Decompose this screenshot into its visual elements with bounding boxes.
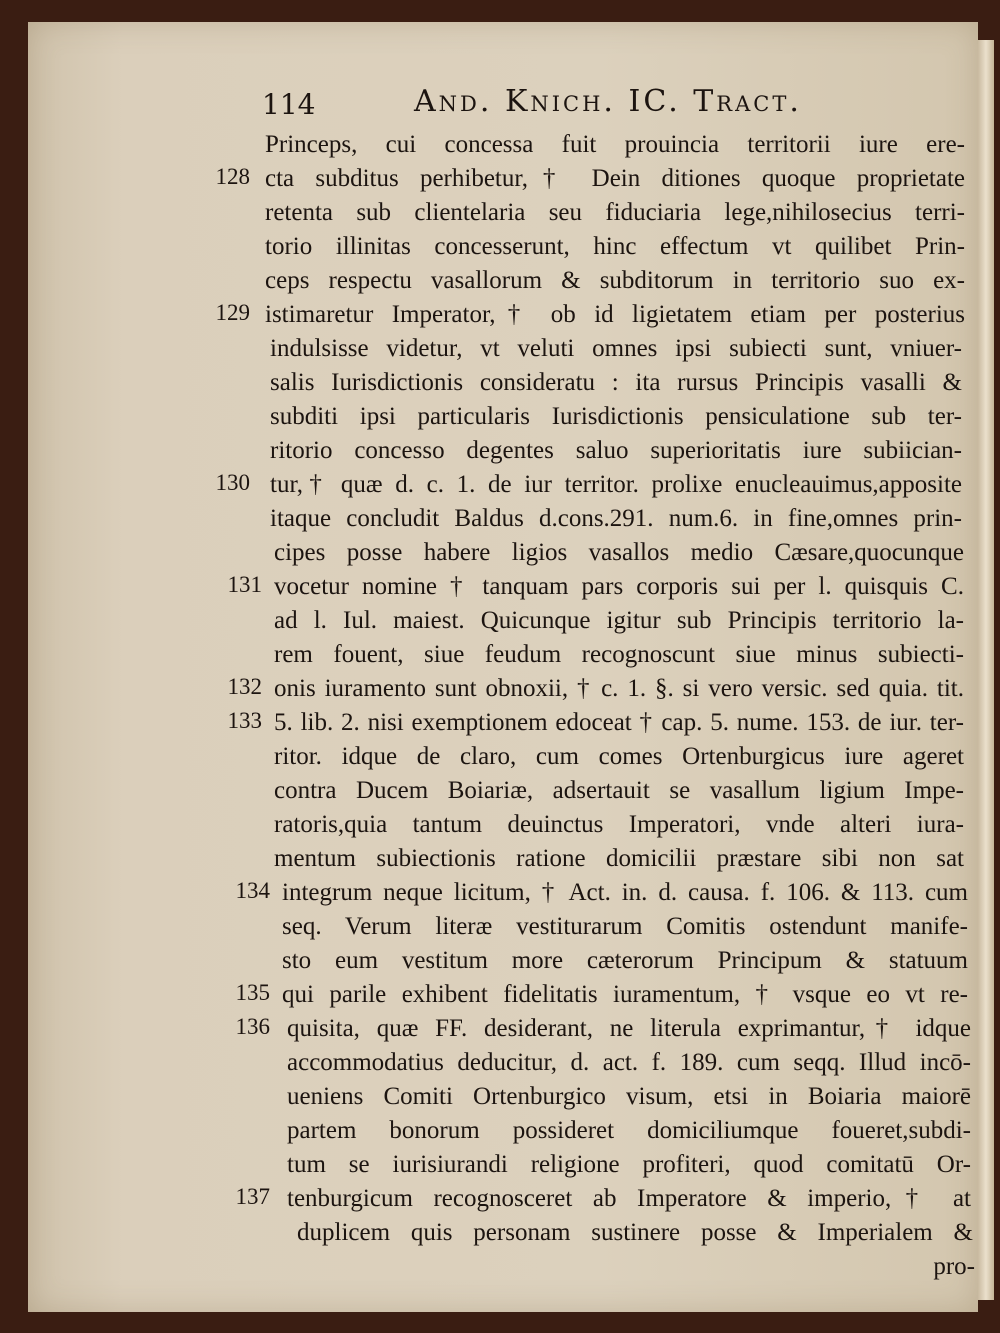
text-line: onis iuramento sunt obnoxii, † c. 1. §. si vero versic. sed quia. tit. xyxy=(274,675,964,702)
text-line: indulsisse videtur, vt veluti omnes ipsi subiecti sunt, vniuer- xyxy=(270,335,962,362)
text-line: ceps respectu vasallorum & subditorum in territorio suo ex- xyxy=(265,267,965,294)
page-edge xyxy=(978,40,994,1300)
margin-number: 137 xyxy=(235,1184,270,1209)
margin-number: 131 xyxy=(227,572,262,597)
text-line: vocetur nomine † tanquam pars corporis sui per l. quisquis C. xyxy=(274,573,964,600)
text-line: accommodatius deducitur, d. act. f. 189. cum seqq. Illud incō- xyxy=(287,1049,971,1076)
margin-number: 133 xyxy=(227,708,262,733)
text-line: sto eum vestitum more cæterorum Principum & statuum xyxy=(282,947,968,974)
text-line: torio illinitas concesserunt, hinc effectum vt quilibet Prin- xyxy=(265,233,965,260)
running-head: And. Knich. IC. Tract. xyxy=(414,84,802,119)
text-line: rem fouent, siue feudum recognoscunt siue minus subiecti- xyxy=(274,641,964,668)
text-line: ad l. Iul. maiest. Quicunque igitur sub Principis territorio la- xyxy=(274,607,964,634)
page-header xyxy=(262,84,862,128)
text-line: itaque concludit Baldus d.cons.291. num.6. in fine,omnes prin- xyxy=(270,505,962,532)
margin-number: 129 xyxy=(215,300,250,325)
margin-number: 136 xyxy=(235,1014,270,1039)
text-line: tenburgicum recognosceret ab Imperatore & imperio,† at xyxy=(287,1185,971,1212)
text-line: integrum neque licitum, † Act. in. d. causa. f. 106. & 113. cum xyxy=(282,879,968,906)
text-line: salis Iurisdictionis consideratu : ita rursus Principis vasalli & xyxy=(270,369,962,396)
text-line: contra Ducem Boiariæ, adsertauit se vasallum ligium Impe- xyxy=(274,777,964,804)
text-line: cta subditus perhibetur,† Dein ditiones quoque proprietate xyxy=(265,165,965,192)
margin-number: 135 xyxy=(235,980,270,1005)
text-line: ritor. idque de claro, cum comes Ortenburgicus iure ageret xyxy=(274,743,964,770)
text-line: qui parile exhibent fidelitatis iuramentum, † vsque eo vt re- xyxy=(282,981,968,1008)
text-line: ueniens Comiti Ortenburgico visum, etsi in Boiaria maiorē xyxy=(287,1083,971,1110)
text-line: 5. lib. 2. nisi exemptionem edoceat † cap. 5. nume. 153. de iur. ter- xyxy=(274,709,964,736)
margin-number: 130 xyxy=(215,470,250,495)
text-line: partem bonorum possideret domiciliumque foueret,subdi- xyxy=(287,1117,971,1144)
page-number: 114 xyxy=(262,88,316,121)
margin-number: 134 xyxy=(235,878,270,903)
text-line: cipes posse habere ligios vasallos medio Cæsare,quocunque xyxy=(274,539,964,566)
margin-number: 132 xyxy=(227,674,262,699)
margin-number: 128 xyxy=(215,164,250,189)
text-line: ratoris,quia tantum deuinctus Imperatori, vnde alteri iura- xyxy=(274,811,964,838)
text-line: retenta sub clientelaria seu fiduciaria lege,nihilosecius terri- xyxy=(265,199,965,226)
text-line: istimaretur Imperator,† ob id ligietatem etiam per posterius xyxy=(265,301,965,328)
text-line: seq. Verum literæ vestiturarum Comitis ostendunt manife- xyxy=(282,913,968,940)
text-line: subditi ipsi particularis Iurisdictionis pensiculatione sub ter- xyxy=(270,403,962,430)
text-line: tur,† quæ d. c. 1. de iur territor. prolixe enucleauimus,apposite xyxy=(270,471,962,498)
text-line: pro- xyxy=(933,1253,975,1280)
text-line: tum se iurisiurandi religione profiteri, quod comitatū Or- xyxy=(287,1151,971,1178)
text-line: Princeps, cui concessa fuit prouincia territorii iure ere- xyxy=(265,131,965,158)
text-line: quisita, quæ FF. desiderant, ne literula exprimantur,† idque xyxy=(287,1015,971,1042)
text-line: ritorio concesso degentes saluo superioritatis iure subiician- xyxy=(270,437,962,464)
text-line: duplicem quis personam sustinere posse & Imperialem & xyxy=(297,1219,973,1246)
text-line: mentum subiectionis ratione domicilii præstare sibi non sat xyxy=(274,845,964,872)
